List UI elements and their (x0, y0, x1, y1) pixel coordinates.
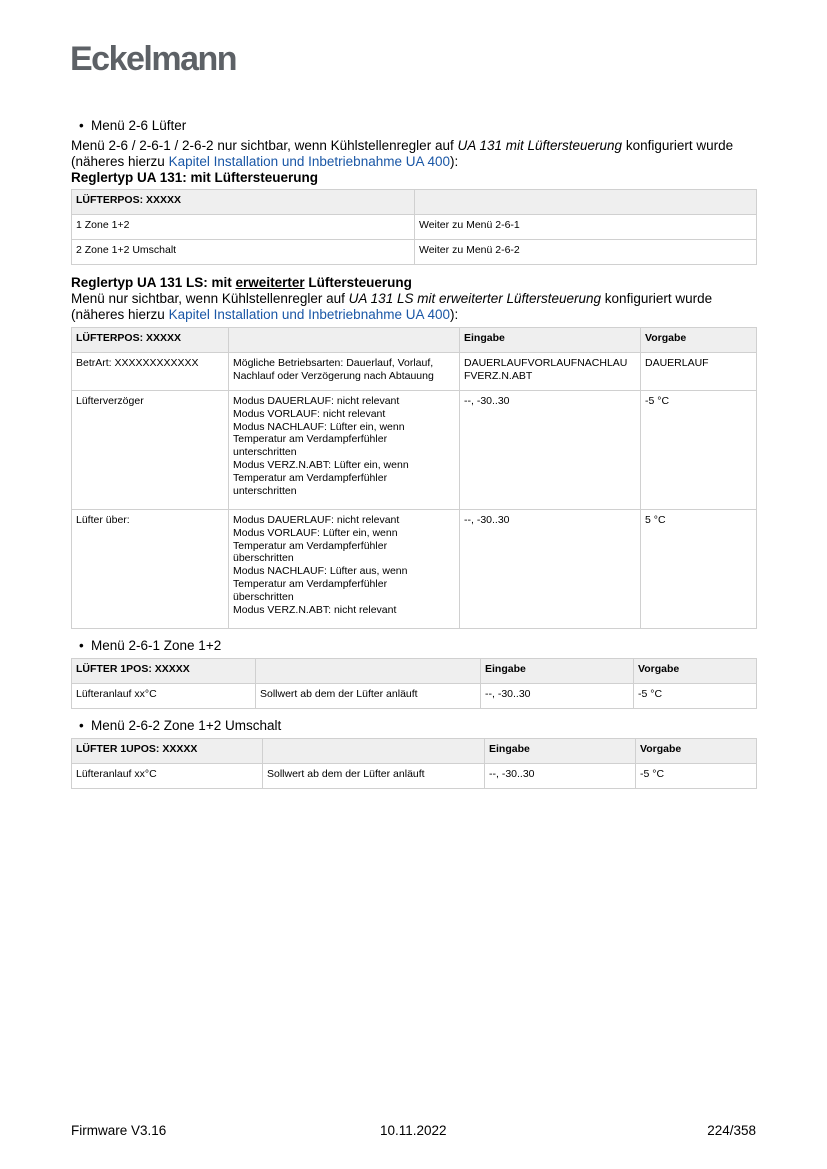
table-header-cell: Eingabe (485, 739, 636, 764)
visibility-note (71, 138, 756, 170)
table-cell: --, -30..30 (460, 510, 641, 629)
visibility-note (71, 291, 756, 323)
table-cell: Weiter zu Menü 2-6-1 (415, 215, 757, 240)
table-header-cell: Vorgabe (636, 739, 757, 764)
table-cell: DAUERLAUF (641, 353, 757, 391)
company-logo: Eckelmann (70, 40, 237, 78)
table-erweiterte-lueftersteuerung (71, 327, 757, 629)
bullet-dot: • (79, 118, 84, 133)
text: (näheres hierzu (71, 307, 169, 322)
text: Lüftersteuerung (304, 275, 412, 290)
table-row (72, 764, 757, 789)
table-row (72, 215, 757, 240)
bullet-menu-2-6 (79, 118, 756, 133)
table-cell: 5 °C (641, 510, 757, 629)
section-heading (71, 275, 756, 291)
table-header-cell (256, 659, 481, 684)
footer-date: 10.11.2022 (380, 1123, 447, 1138)
table-cell: Mögliche Betriebsarten: Dauerlauf, Vorlauf, Nachlauf oder Verzögerung nach Abtauung (229, 353, 460, 391)
table-cell: --, -30..30 (485, 764, 636, 789)
italic-text: UA 131 LS mit erweiterter Lüftersteuerung (348, 291, 602, 306)
text: ): (450, 154, 459, 169)
table-header-cell: Vorgabe (641, 328, 757, 353)
text: konfiguriert wurde (622, 138, 734, 153)
table-zone-1-2-umschalt (71, 738, 757, 789)
chapter-link[interactable]: Kapitel Installation und Inbetriebnahme UA 400 (168, 154, 451, 169)
table-row (72, 684, 757, 709)
bullet-menu-2-6-2 (79, 718, 756, 733)
table-cell: Sollwert ab dem der Lüfter anläuft (256, 684, 481, 709)
bullet-dot: • (79, 718, 84, 733)
table-cell: -5 °C (636, 764, 757, 789)
table-cell: 2 Zone 1+2 Umschalt (72, 240, 415, 265)
text: Menü 2-6 / 2-6-1 / 2-6-2 nur sichtbar, wenn Kühlstellenregler auf (71, 138, 458, 153)
text: konfiguriert wurde (601, 291, 713, 306)
table-cell: DAUERLAUFVORLAUFNACHLAU FVERZ.N.ABT (460, 353, 641, 391)
table-cell: Sollwert ab dem der Lüfter anläuft (263, 764, 485, 789)
table-header-cell: Vorgabe (634, 659, 757, 684)
table-header-cell: Eingabe (481, 659, 634, 684)
table-cell: Weiter zu Menü 2-6-2 (415, 240, 757, 265)
page-content (71, 118, 756, 789)
section-heading: Reglertyp UA 131: mit Lüftersteuerung (71, 170, 319, 185)
text: (näheres hierzu (71, 154, 169, 169)
table-row (72, 391, 757, 510)
table-header-cell: LÜFTERPOS: XXXXX (72, 190, 415, 215)
text: Menü nur sichtbar, wenn Kühlstellenregler auf (71, 291, 349, 306)
table-header-cell (229, 328, 460, 353)
table-cell: Lüfteranlauf xx°C (72, 684, 256, 709)
table-zone-1-2 (71, 658, 757, 709)
italic-text: UA 131 mit Lüftersteuerung (457, 138, 623, 153)
table-row (72, 353, 757, 391)
table-row (72, 510, 757, 629)
table-header-cell: LÜFTER 1UPOS: XXXXX (72, 739, 263, 764)
table-cell: Lüfteranlauf xx°C (72, 764, 263, 789)
table-cell: -5 °C (634, 684, 757, 709)
text: ): (450, 307, 459, 322)
table-cell: Modus DAUERLAUF: nicht relevant Modus VORLAUF: nicht relevant Modus NACHLAUF: Lüfter ein, wenn Temperatur am Verdampferfühler unterschritten Modus VERZ.N.ABT: Lüfter ein, wenn Temperatur am Verdampferfühler unterschritten (229, 391, 460, 510)
table-cell: Lüfter über: (72, 510, 229, 629)
table-cell: Lüfterverzöger (72, 391, 229, 510)
footer-firmware: Firmware V3.16 (71, 1123, 167, 1138)
table-header-cell (263, 739, 485, 764)
bullet-text: Menü 2-6 Lüfter (91, 118, 187, 133)
table-cell: -5 °C (641, 391, 757, 510)
table-cell: Modus DAUERLAUF: nicht relevant Modus VORLAUF: Lüfter ein, wenn Temperatur am Verdampferfühler überschritten Modus NACHLAUF: Lüfter aus, wenn Temperatur am Verdampferfühler überschritten Modus VERZ.N.ABT: nicht relevant (229, 510, 460, 629)
table-lueftersteuerung (71, 189, 757, 265)
table-cell: --, -30..30 (460, 391, 641, 510)
table-cell: 1 Zone 1+2 (72, 215, 415, 240)
text: Reglertyp UA 131 LS: mit (71, 275, 236, 290)
bullet-text: Menü 2-6-1 Zone 1+2 (91, 638, 222, 653)
table-header-cell: Eingabe (460, 328, 641, 353)
table-header-cell: LÜFTERPOS: XXXXX (72, 328, 229, 353)
table-cell: BetrArt: XXXXXXXXXXXX (72, 353, 229, 391)
underlined-text: erweiterter (235, 275, 305, 290)
table-row (72, 240, 757, 265)
table-header-cell: LÜFTER 1POS: XXXXX (72, 659, 256, 684)
table-header-cell (415, 190, 757, 215)
table-cell: --, -30..30 (481, 684, 634, 709)
chapter-link[interactable]: Kapitel Installation und Inbetriebnahme UA 400 (168, 307, 451, 322)
bullet-dot: • (79, 638, 84, 653)
bullet-menu-2-6-1 (79, 638, 756, 653)
bullet-text: Menü 2-6-2 Zone 1+2 Umschalt (91, 718, 282, 733)
footer-page-number: 224/358 (707, 1123, 756, 1138)
